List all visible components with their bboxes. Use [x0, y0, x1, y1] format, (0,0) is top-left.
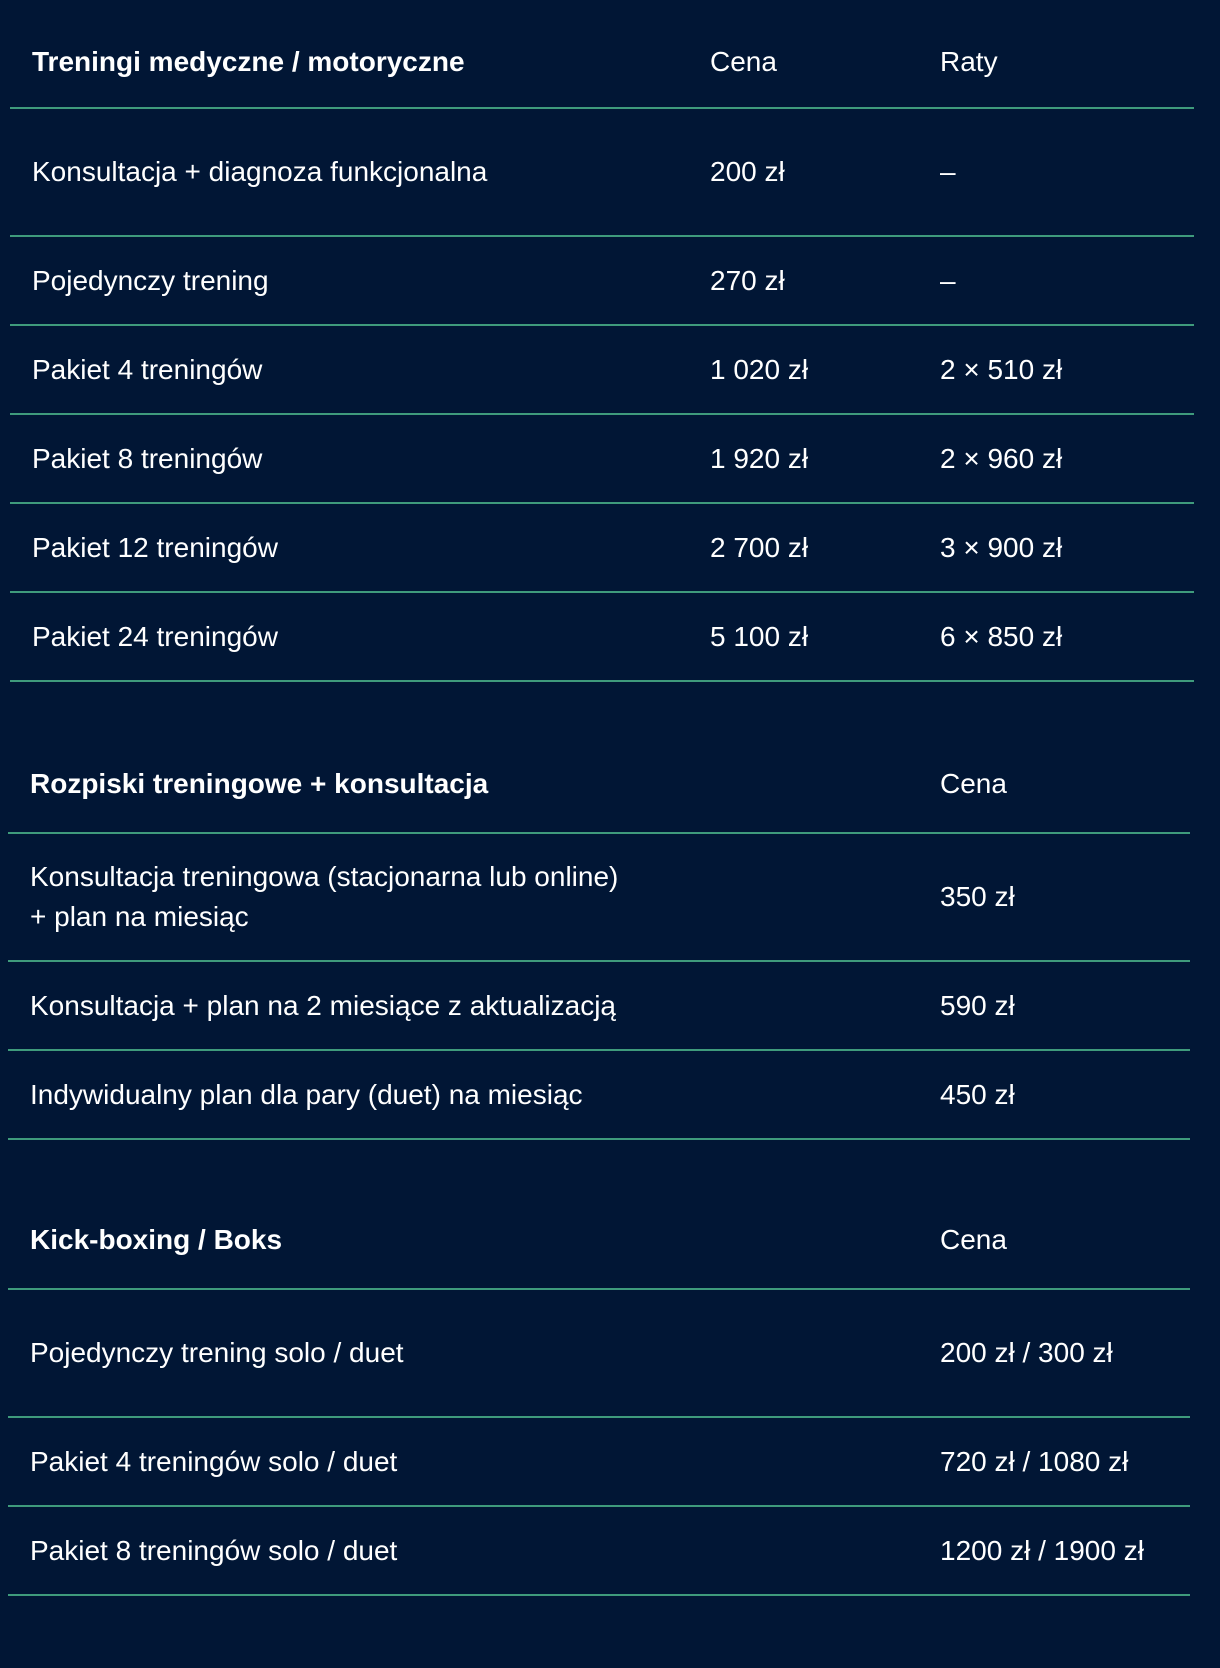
row-name: Pakiet 4 treningów — [32, 353, 263, 385]
row-price: 590 zł — [940, 989, 1015, 1021]
row-name-line: Konsultacja treningowa (stacjonarna lub online) — [30, 861, 619, 892]
table-header — [10, 0, 1194, 109]
table-row — [10, 326, 1194, 415]
price-column-header: Cena — [940, 767, 1007, 799]
row-name: Pojedynczy trening solo / duet — [30, 1337, 404, 1368]
row-price: 200 zł / 300 zł — [940, 1337, 1113, 1368]
section-title: Kick-boxing / Boks — [30, 1224, 283, 1255]
kickboxing-table — [8, 1192, 1190, 1596]
table-row — [8, 1051, 1190, 1140]
row-price: 720 zł / 1080 zł — [940, 1445, 1129, 1477]
price-column-header: Cena — [710, 46, 777, 77]
row-name: Pakiet 4 treningów solo / duet — [30, 1445, 398, 1477]
table-row — [10, 504, 1194, 593]
training-plans-table — [8, 735, 1190, 1140]
row-price: 270 zł — [710, 264, 785, 296]
table-header — [8, 735, 1190, 834]
table-row — [8, 834, 1190, 962]
row-name: Pakiet 8 treningów solo / duet — [30, 1534, 398, 1566]
medical-training-table — [10, 0, 1194, 682]
row-price: 5 100 zł — [710, 620, 809, 652]
row-name: Indywidualny plan dla pary (duet) na miesiąc — [30, 1078, 583, 1110]
row-installments: 3 × 900 zł — [940, 531, 1063, 563]
section-title: Treningi medyczne / motoryczne — [32, 46, 465, 77]
row-installments: 6 × 850 zł — [940, 620, 1063, 652]
row-installments: 2 × 960 zł — [940, 442, 1063, 474]
row-installments: – — [940, 156, 956, 187]
row-name: Konsultacja + diagnoza funkcjonalna — [32, 156, 488, 187]
price-column-header: Cena — [940, 1224, 1007, 1255]
row-price: 2 700 zł — [710, 531, 809, 563]
table-row — [8, 1290, 1190, 1418]
row-name: Pojedynczy trening — [32, 264, 269, 296]
section-title: Rozpiski treningowe + konsultacja — [30, 767, 489, 799]
installments-column-header: Raty — [940, 46, 998, 77]
row-name: Konsultacja + plan na 2 miesiące z aktualizacją — [30, 989, 617, 1021]
row-name: Pakiet 8 treningów — [32, 442, 263, 474]
row-price: 1200 zł / 1900 zł — [940, 1534, 1144, 1566]
table-row — [10, 593, 1194, 682]
row-installments: 2 × 510 zł — [940, 353, 1063, 385]
table-row — [8, 1418, 1190, 1507]
table-header — [8, 1192, 1190, 1290]
row-price: 1 920 zł — [710, 442, 809, 474]
table-row — [8, 962, 1190, 1051]
row-name-line: + plan na miesiąc — [30, 901, 249, 932]
row-price: 200 zł — [710, 156, 785, 187]
table-row — [10, 109, 1194, 237]
table-row — [10, 237, 1194, 326]
table-row — [10, 415, 1194, 504]
row-name: Pakiet 12 treningów — [32, 531, 278, 563]
row-name — [30, 857, 730, 937]
row-price: 350 zł — [940, 881, 1015, 912]
table-row — [8, 1507, 1190, 1596]
row-name: Pakiet 24 treningów — [32, 620, 278, 652]
row-installments: – — [940, 264, 956, 296]
row-price: 1 020 zł — [710, 353, 809, 385]
row-price: 450 zł — [940, 1078, 1015, 1110]
